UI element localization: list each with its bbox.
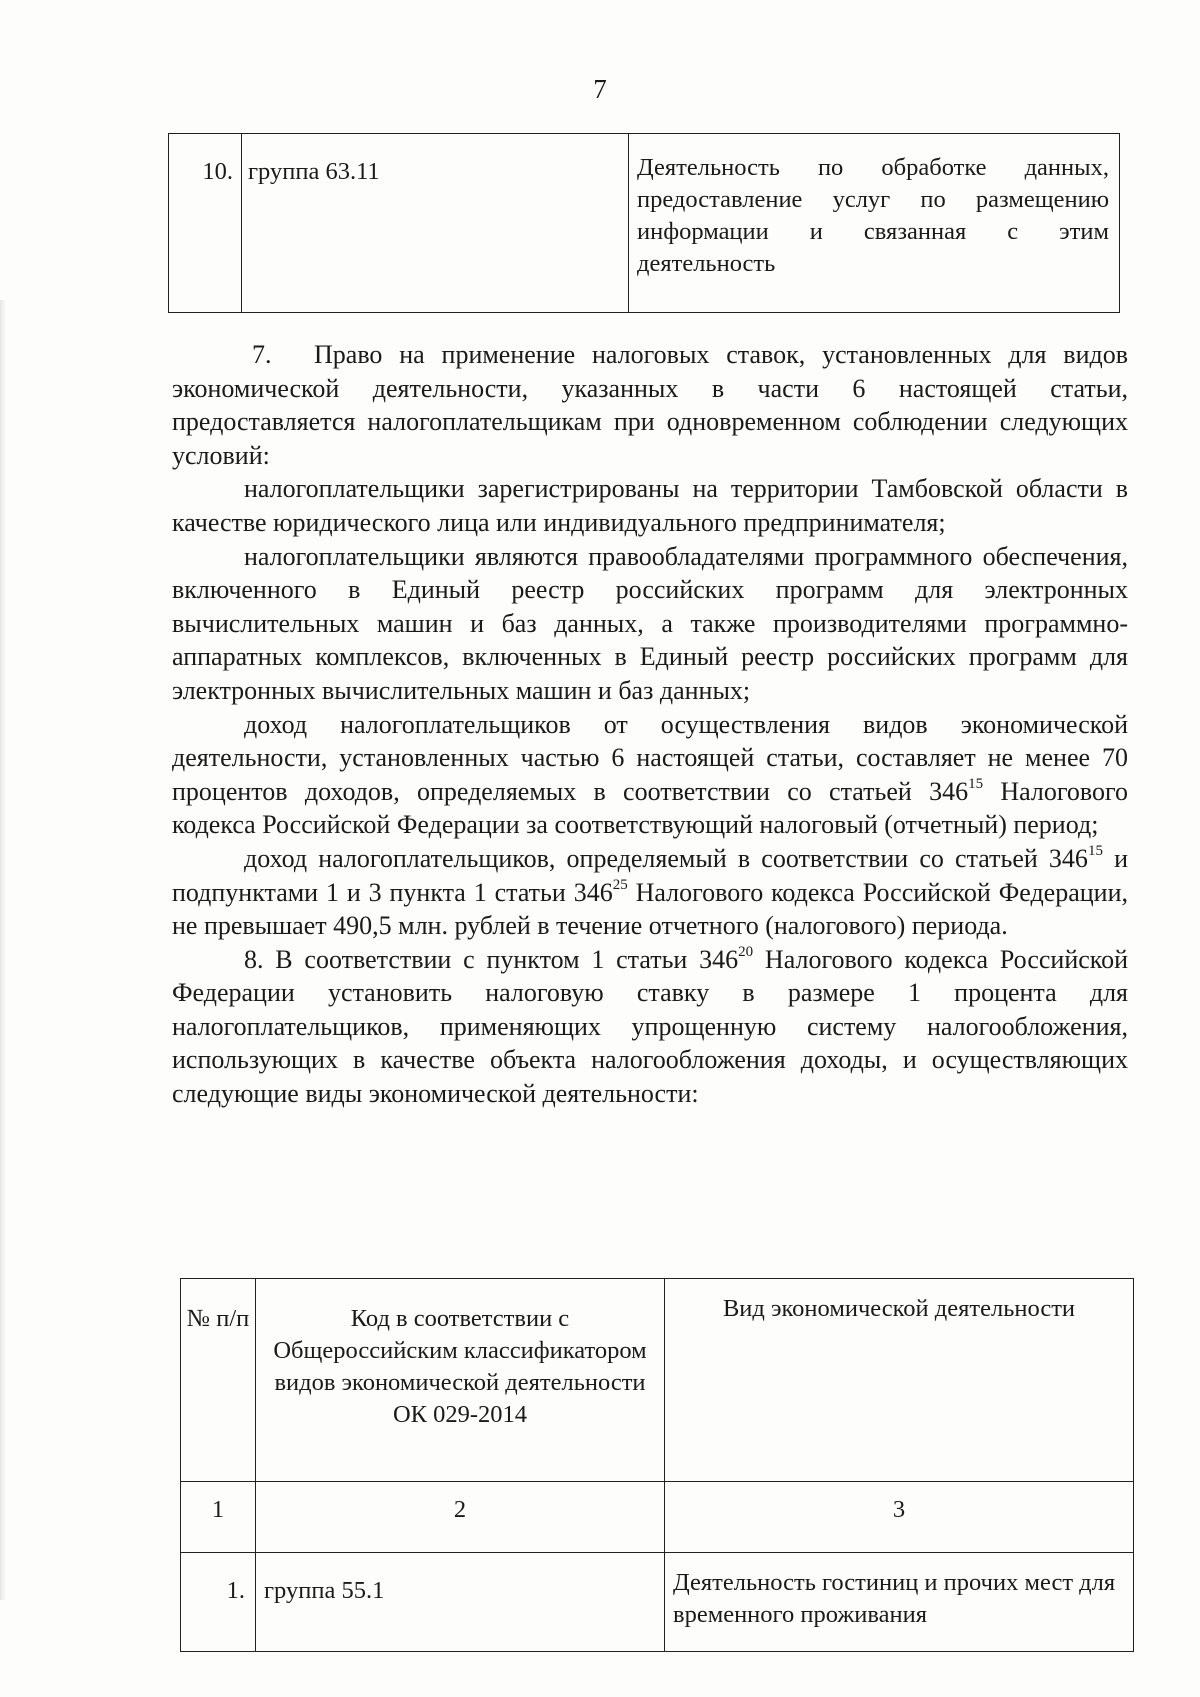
table-header-row bbox=[181, 1279, 1134, 1482]
activity-description: Деятельность гостиниц и прочих мест для временного проживания bbox=[665, 1553, 1134, 1652]
okved-code: группа 55.1 bbox=[256, 1553, 665, 1652]
okved-code: группа 63.11 bbox=[242, 134, 629, 313]
condition-income-share bbox=[172, 708, 1128, 842]
column-number: 1 bbox=[181, 1482, 256, 1553]
superscript: 25 bbox=[612, 876, 628, 893]
activity-table bbox=[180, 1278, 1134, 1652]
section-7-intro-text: Право на применение налоговых ставок, установленных для видов экономической деятельности, указанных в части 6 настоящей статьи, предоставляется налогоплательщикам при одновременном соблюдении следующих условий: bbox=[172, 340, 1128, 470]
condition-income-limit bbox=[172, 842, 1128, 943]
superscript: 15 bbox=[1087, 842, 1103, 859]
section-8 bbox=[172, 943, 1128, 1111]
column-number-row bbox=[181, 1482, 1134, 1553]
condition-software-rights: налогоплательщики являются правообладателями программного обеспечения, включенного в Единый реестр российских программ для электронных вычислительных машин и баз данных, а также производителями программно-аппаратных комплексов, включенных в Единый реестр российских программ для электронных вычислительных машин и баз данных; bbox=[172, 541, 1128, 705]
row-number: 10. bbox=[169, 134, 242, 313]
page-number: 7 bbox=[593, 74, 607, 104]
section-7-number: 7. bbox=[252, 340, 272, 369]
header-code: Код в соответствии с Общероссийским классификатором видов экономической деятельности ОК 029-2014 bbox=[256, 1279, 665, 1482]
header-activity: Вид экономической деятельности bbox=[665, 1279, 1134, 1482]
row-number: 1. bbox=[181, 1553, 256, 1652]
text-fragment: Налогового кодекса Российской Федерации установить налоговую ставку в размере 1 процента для налогоплательщиков, применяющих упрощенную систему налогообложения, использующих в качестве объекта налогообложения доходы, и осуществляющих следующие виды экономической деятельности: bbox=[172, 944, 1129, 1109]
table-row bbox=[181, 1553, 1134, 1652]
text-fragment: Налогового кодекса Российской Федерации за соответствующий налоговый (отчетный) период; bbox=[172, 776, 1128, 840]
table-row bbox=[169, 134, 1120, 313]
column-number: 3 bbox=[665, 1482, 1134, 1553]
text-fragment: 8. В соответствии с пунктом 1 статьи 346 bbox=[244, 944, 739, 974]
text-fragment: доход налогоплательщиков, определяемый в соответствии со статьей 346 bbox=[244, 843, 1088, 873]
text-fragment: Налогового кодекса Российской Федерации, не превышает 490,5 млн. рублей в течение отчетного (налогового) периода. bbox=[172, 877, 1128, 941]
activity-table-continued bbox=[168, 133, 1120, 313]
document-body bbox=[172, 338, 1128, 1111]
activity-description: Деятельность по обработке данных, предоставление услуг по размещению информации и связанная с этим деятельность bbox=[629, 134, 1120, 313]
superscript: 20 bbox=[738, 943, 754, 960]
superscript: 15 bbox=[968, 775, 984, 792]
condition-registration: налогоплательщики зарегистрированы на территории Тамбовской области в качестве юридического лица или индивидуального предпринимателя; bbox=[172, 474, 1128, 537]
text-fragment: и подпунктами 1 и 3 пункта 1 статьи 346 bbox=[172, 843, 1128, 907]
column-number: 2 bbox=[256, 1482, 665, 1553]
scan-edge-shadow bbox=[0, 300, 6, 1600]
section-7-intro bbox=[172, 338, 1128, 472]
text-fragment: доход налогоплательщиков от осуществления видов экономической деятельности, установленных частью 6 настоящей статьи, составляет не менее 70 процентов доходов, определяемых в соответствии со статьей 346 bbox=[172, 709, 1128, 806]
header-number: № п/п bbox=[181, 1279, 256, 1482]
